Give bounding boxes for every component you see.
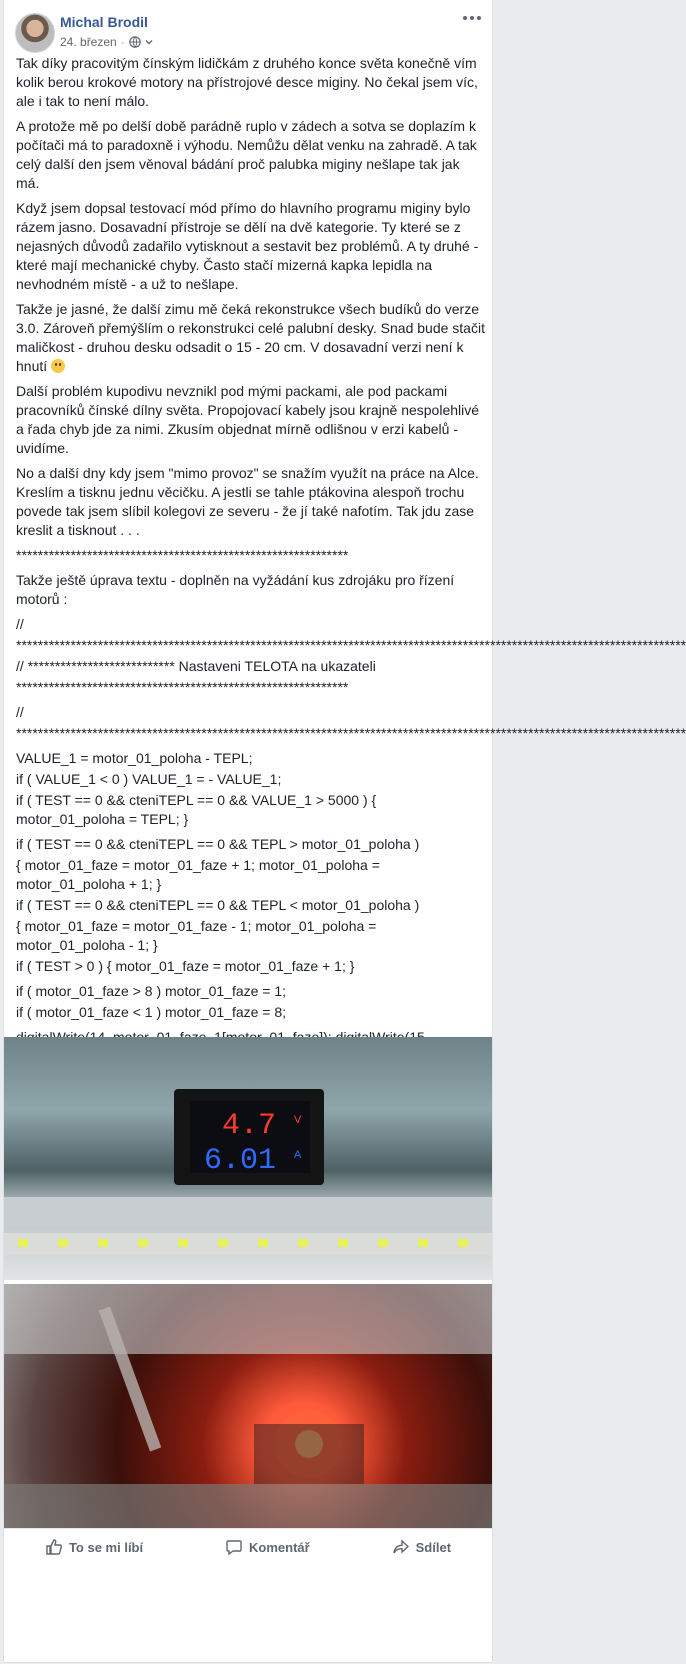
code-line: // — [16, 704, 24, 720]
comment-icon — [225, 1538, 243, 1556]
paragraph: Tak díky pracovitým čínským lidičkám z druhého konce světa konečně vím kolik berou krokové motory na přístrojové desce miginy. No čekal jsem víc, ale i tak to není málo. — [16, 55, 478, 109]
comment-label: Komentář — [249, 1539, 310, 1555]
sad-face-icon — [51, 359, 65, 373]
share-arrow-icon — [392, 1538, 410, 1556]
code-line: { motor_01_faze = motor_01_faze - 1; motor_01_poloha = motor_01_poloha - 1; } — [16, 918, 377, 953]
post-date[interactable]: 24. březen — [60, 35, 117, 49]
paragraph: No a další dny kdy jsem "mimo provoz" se snažím využít na práce na Alce. Kreslím a tisknu jednu věcičku. A jestli se tahle ptákovina alespoň trochu povede tak jsem slíbil kolegovi ze severu - že jí také nafotím. Tak jdu zase kreslit a tisknout . . . — [16, 465, 479, 538]
current-unit: A — [294, 1149, 302, 1161]
avatar[interactable] — [15, 13, 55, 53]
code-line: // *************************** Nastaveni TELOTA na ukazateli — [16, 658, 376, 674]
paragraph: Takže ještě úprava textu - doplněn na vyžádání kus zdrojáku pro řízení motorů : — [16, 572, 455, 607]
paragraph-text: Takže je jasné, že další zimu mě čeká rekonstrukce všech budíků do verze 3.0. Zároveň přemýšlím o rekonstrukci celé palubní desky. Snad bude stačit maličkost - druhou desku odsadit o 15 - 20 cm. V dosavadní verzi není k hnutí — [16, 301, 485, 374]
code-line: if ( motor_01_faze > 8 ) motor_01_faze = 1; — [16, 983, 287, 999]
code-line: if ( VALUE_1 < 0 ) VALUE_1 = - VALUE_1; — [16, 771, 282, 787]
voltage-unit: V — [294, 1114, 302, 1126]
paragraph: Další problém kupodivu nevznikl pod mými packami, ale pod packami pracovníků čínské dílny světa. Propojovací kabely jsou krajně nespolehlivé a řada chyb jde za nimi. Zkusím objednat mírně odlišnou v erzi kabelů - uvidíme. — [16, 383, 480, 456]
thumbs-up-icon — [45, 1538, 63, 1556]
code-line: if ( motor_01_faze < 1 ) motor_01_faze = 8; — [16, 1004, 287, 1020]
code-line: ************************************************************* — [16, 679, 349, 695]
post-card — [3, 0, 686, 1663]
paragraph — [16, 300, 486, 376]
author-name[interactable]: Michal Brodil — [60, 14, 148, 30]
more-options-icon[interactable] — [460, 10, 484, 26]
paragraph: A protože mě po delší době parádně ruplo v zádech a sotva se doplazím k počítači má to paradoxně i výhodu. Nemůžu dělat venku na zahradě. A tak celý další den jsem věnoval bádání proč palubka miginy nešlape tak jak má. — [16, 118, 477, 191]
photo-voltmeter[interactable] — [4, 1037, 492, 1280]
like-button[interactable] — [45, 1538, 143, 1556]
comment-button[interactable] — [225, 1538, 310, 1556]
cockpit-illustration — [4, 1284, 492, 1528]
code-line: { motor_01_faze = motor_01_faze + 1; motor_01_poloha = motor_01_poloha + 1; } — [16, 857, 380, 892]
code-line: *************************************************************************************************************************** — [16, 637, 686, 653]
code-line: if ( TEST == 0 && cteniTEPL == 0 && VALUE_1 > 5000 ) { motor_01_poloha = TEPL; } — [16, 792, 377, 827]
like-label: To se mi líbí — [68, 1539, 144, 1555]
code-line: if ( TEST == 0 && cteniTEPL == 0 && TEPL > motor_01_poloha ) — [16, 836, 420, 852]
voltage-readout: 4.7 — [221, 1109, 276, 1143]
code-line: if ( TEST == 0 && cteniTEPL == 0 && TEPL < motor_01_poloha ) — [16, 897, 420, 913]
code-line: // — [16, 616, 24, 632]
code-line: *************************************************************************************************************************** — [16, 725, 686, 741]
post-text — [16, 54, 686, 1108]
post-header — [4, 0, 492, 56]
share-button[interactable] — [392, 1538, 451, 1556]
current-readout: 6.01 — [203, 1144, 276, 1178]
chevron-down-icon[interactable] — [145, 38, 153, 46]
paragraph: Když jsem dopsal testovací mód přímo do hlavního programu miginy bylo rázem jasno. Dosavadní přístroje se dělí na dvě kategorie. Ty které se z nejasných důvodů zadařilo vytisknout a sestavit bez problémů. A ty druhé - které mají mechanické chyby. Často stačí mizerná kapka lepidla na nevhodném místě - a už to nešlape. — [16, 200, 479, 292]
separator-line: ************************************************************* — [16, 547, 349, 563]
voltmeter-illustration — [4, 1037, 492, 1280]
meta-separator: · — [120, 35, 125, 49]
photo-cockpit-panel[interactable] — [4, 1284, 492, 1528]
post-actions — [4, 1528, 492, 1565]
share-label: Sdílet — [415, 1539, 452, 1555]
post-meta — [60, 35, 153, 49]
code-line: if ( TEST > 0 ) { motor_01_faze = motor_01_faze + 1; } — [16, 958, 355, 974]
globe-icon[interactable] — [129, 36, 141, 48]
code-line: VALUE_1 = motor_01_poloha - TEPL; — [16, 750, 253, 766]
